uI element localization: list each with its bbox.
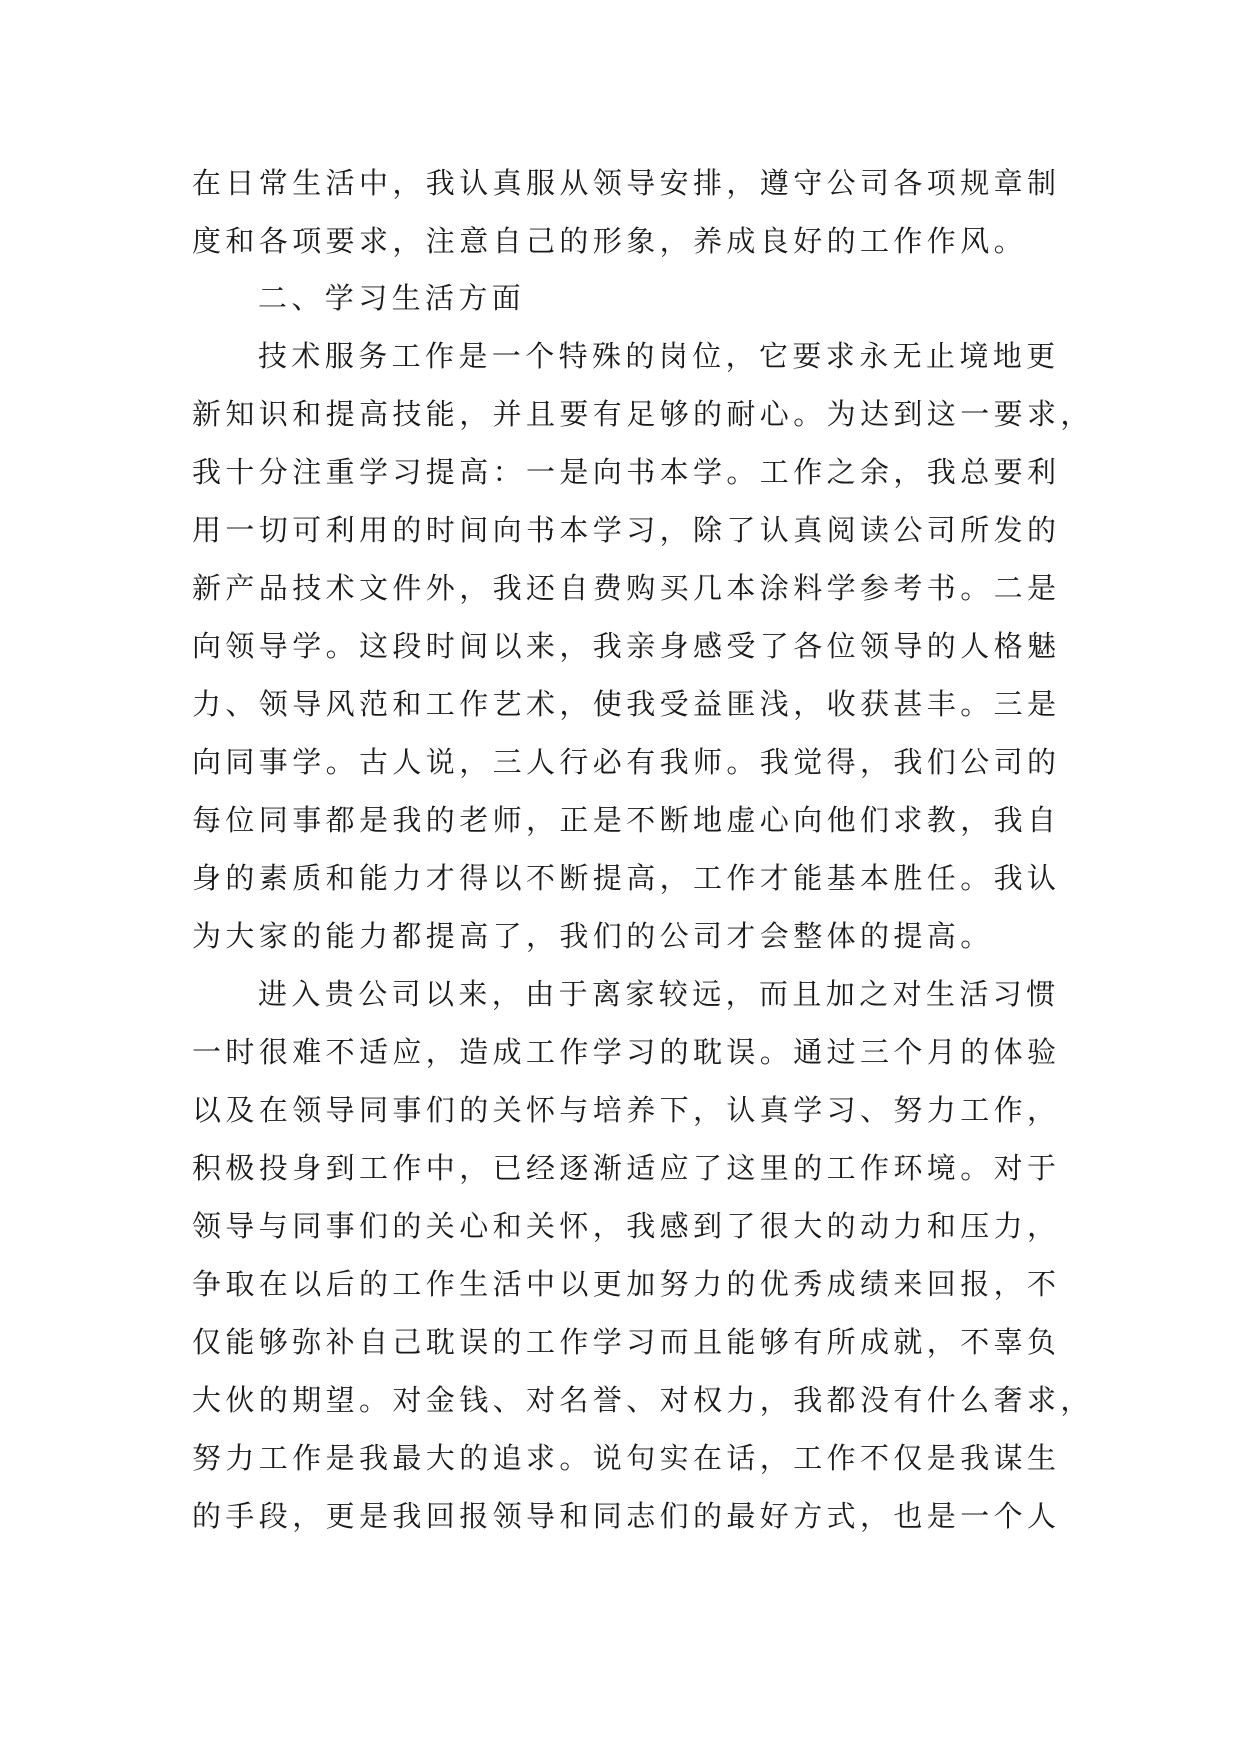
text-line: 一时很难不适应，造成工作学习的耽误。通过三个月的体验 xyxy=(192,1035,1061,1069)
text-line: 度和各项要求，注意自己的形象，养成良好的工作作风。 xyxy=(192,224,1028,258)
text-line: 每位同事都是我的老师，正是不断地虚心向他们求教，我自 xyxy=(192,803,1061,837)
text-line: 大伙的期望。对金钱、对名誉、对权力，我都没有什么奢求， xyxy=(192,1383,1094,1417)
text-line: 领导与同事们的关心和关怀，我感到了很大的动力和压力， xyxy=(192,1209,1061,1243)
text-line: 向同事学。古人说，三人行必有我师。我觉得，我们公司的 xyxy=(192,745,1061,779)
text-line: 争取在以后的工作生活中以更加努力的优秀成绩来回报，不 xyxy=(192,1267,1061,1301)
text-line: 的手段，更是我回报领导和同志们的最好方式，也是一个人 xyxy=(192,1499,1061,1533)
text-line: 新知识和提高技能，并且要有足够的耐心。为达到这一要求， xyxy=(192,397,1094,431)
text-line: 我十分注重学习提高：一是向书本学。工作之余，我总要利 xyxy=(192,455,1061,489)
text-line: 以及在领导同事们的关怀与培养下，认真学习、努力工作， xyxy=(192,1093,1061,1127)
text-line: 在日常生活中，我认真服从领导安排，遵守公司各项规章制 xyxy=(192,166,1061,200)
text-line: 向领导学。这段时间以来，我亲身感受了各位领导的人格魅 xyxy=(192,629,1061,663)
text-line: 仅能够弥补自己耽误的工作学习而且能够有所成就，不辜负 xyxy=(192,1325,1061,1359)
text-line: 积极投身到工作中，已经逐渐适应了这里的工作环境。对于 xyxy=(192,1151,1061,1185)
text-line: 身的素质和能力才得以不断提高，工作才能基本胜任。我认 xyxy=(192,861,1061,895)
text-line: 努力工作是我最大的追求。说句实在话，工作不仅是我谋生 xyxy=(192,1441,1061,1475)
text-line: 用一切可利用的时间向书本学习，除了认真阅读公司所发的 xyxy=(192,513,1061,547)
text-line: 力、领导风范和工作艺术，使我受益匪浅，收获甚丰。三是 xyxy=(192,687,1061,721)
text-line: 为大家的能力都提高了，我们的公司才会整体的提高。 xyxy=(192,919,994,953)
section-heading: 二、学习生活方面 xyxy=(258,281,526,315)
text-line: 进入贵公司以来，由于离家较远，而且加之对生活习惯 xyxy=(258,977,1060,1011)
text-line: 新产品技术文件外，我还自费购买几本涂料学参考书。二是 xyxy=(192,571,1061,605)
text-line: 技术服务工作是一个特殊的岗位，它要求永无止境地更 xyxy=(258,339,1060,373)
